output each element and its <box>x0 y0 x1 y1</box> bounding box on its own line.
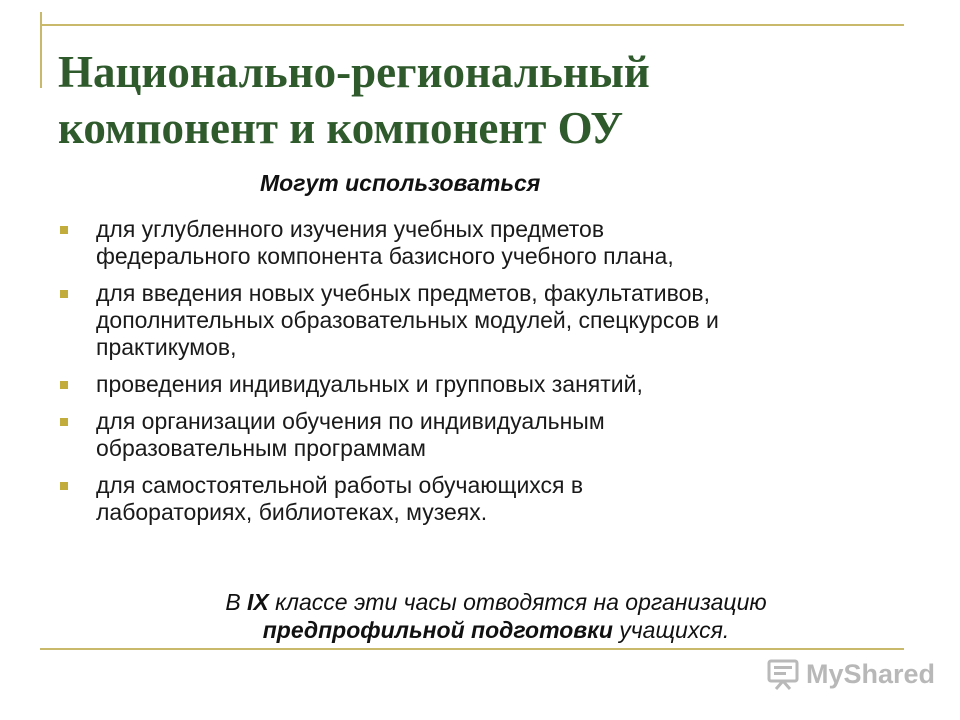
list-item-line: дополнительных образовательных модулей, спецкурсов и <box>96 307 719 333</box>
footnote-middle: классе эти часы отводятся на организацию <box>268 589 767 615</box>
bullet-list <box>58 216 908 536</box>
list-item-line: для самостоятельной работы обучающихся в <box>96 472 584 498</box>
list-item <box>58 280 908 361</box>
list-item-line: федерального компонента базисного учебного плана, <box>96 243 674 269</box>
list-item-line: образовательным программам <box>96 435 426 461</box>
left-divider <box>40 12 42 88</box>
list-item <box>58 371 908 398</box>
list-item-line: проведения индивидуальных и групповых занятий, <box>96 371 643 397</box>
title-line-2: компонент и компонент ОУ <box>58 103 624 153</box>
slide-subtitle: Могут использоваться <box>260 170 541 196</box>
footnote-prefix: В <box>225 589 248 615</box>
footnote-grade: IX <box>247 589 269 615</box>
footnote-emphasis: предпрофильной подготовки <box>262 617 613 643</box>
square-bullet-icon <box>60 482 68 490</box>
list-item-line: практикумов, <box>96 334 237 360</box>
square-bullet-icon <box>60 418 68 426</box>
list-item-line: для введения новых учебных предметов, факультативов, <box>96 280 711 306</box>
footnote-line-1 <box>96 588 896 616</box>
watermark-text: MyShared <box>806 658 936 689</box>
watermark-logo <box>766 654 935 694</box>
square-bullet-icon <box>60 290 68 298</box>
slide-title <box>58 44 918 156</box>
presentation-board-icon <box>766 657 800 691</box>
list-item <box>58 216 908 270</box>
list-item <box>58 472 908 526</box>
bottom-divider <box>40 648 904 650</box>
square-bullet-icon <box>60 226 68 234</box>
footnote-line-2 <box>96 616 896 644</box>
footnote-suffix: учащихся. <box>612 617 730 643</box>
title-line-1: Национально-региональный <box>58 47 650 97</box>
list-item <box>58 408 908 462</box>
top-divider <box>40 24 904 26</box>
list-item-line: лабораториях, библиотеках, музеях. <box>96 499 488 525</box>
list-item-line: для углубленного изучения учебных предметов <box>96 216 605 242</box>
footnote <box>96 588 896 644</box>
square-bullet-icon <box>60 381 68 389</box>
list-item-line: для организации обучения по индивидуальным <box>96 408 605 434</box>
